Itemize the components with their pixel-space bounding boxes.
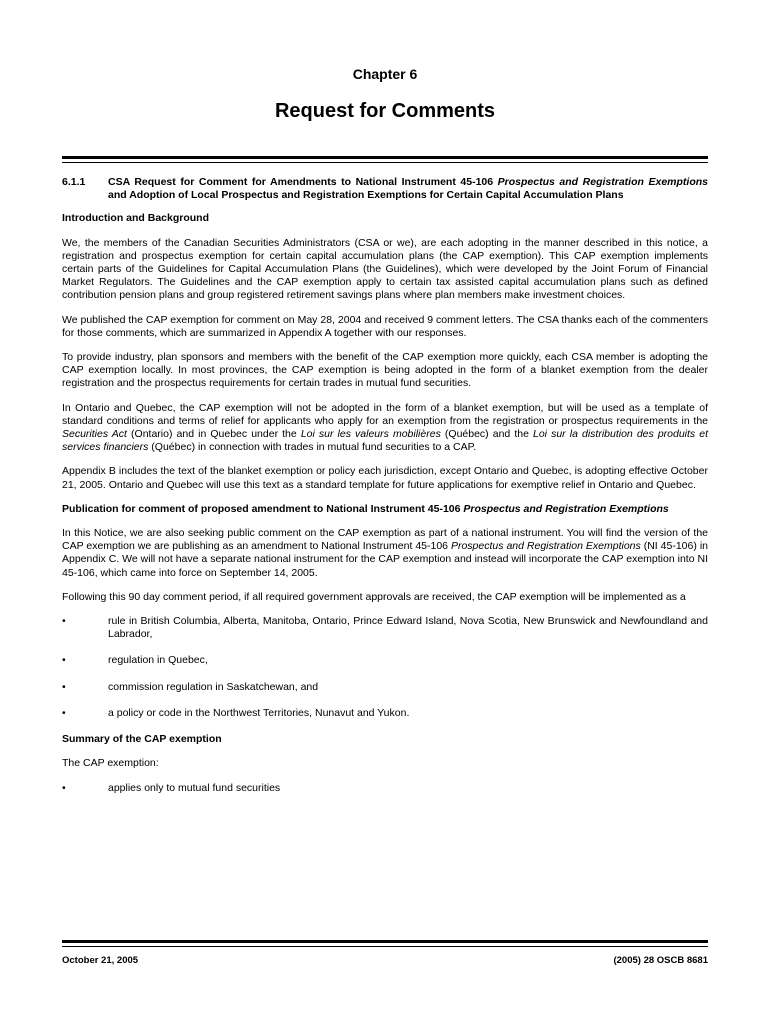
page-footer bbox=[62, 955, 708, 966]
section-title bbox=[108, 176, 708, 202]
publication-paragraph-1 bbox=[62, 527, 708, 580]
list-item bbox=[62, 681, 708, 694]
page-title: Request for Comments bbox=[274, 100, 496, 122]
intro-paragraph-5: Appendix B includes the text of the blanket exemption or policy each jurisdiction, except Ontario and Quebec, is adopting effective October 21, 2005. Ontario and Quebec will use this text as a standard template for future applications for exemptive relief in Ontario and Quebec. bbox=[62, 465, 708, 491]
section-number: 6.1.1 bbox=[62, 176, 86, 188]
list-item-text: commission regulation in Saskatchewan, and bbox=[108, 680, 319, 693]
summary-list bbox=[62, 782, 708, 795]
bullet-icon: • bbox=[62, 615, 66, 628]
section-title-italic: Prospectus and Registration Exemptions bbox=[497, 176, 708, 188]
implementation-list bbox=[62, 615, 708, 720]
summary-heading: Summary of the CAP exemption bbox=[62, 733, 222, 746]
header-rule-thick bbox=[62, 156, 708, 159]
chapter-label: Chapter 6 bbox=[352, 66, 418, 82]
intro-paragraph-4 bbox=[62, 402, 708, 455]
intro-paragraph-2: We published the CAP exemption for comment on May 28, 2004 and received 9 comment letters. The CSA thanks each of the commenters for those comments, which are summarized in Appendix A together with our responses. bbox=[62, 313, 708, 339]
section-title-text: CSA Request for Comment for Amendments to National Instrument 45-106 bbox=[108, 176, 498, 188]
footer-citation: (2005) 28 OSCB 8681 bbox=[613, 955, 708, 966]
p4-text-b: (Ontario) and in Quebec under the bbox=[126, 428, 301, 441]
footer-rule-thin bbox=[62, 946, 708, 947]
bullet-icon: • bbox=[62, 781, 66, 794]
list-item-text: applies only to mutual fund securities bbox=[108, 781, 281, 794]
p4-italic-3: Loi sur la distribution des produits et services financiers bbox=[62, 428, 709, 454]
pub-p1-italic: Prospectus and Registration Exemptions bbox=[450, 540, 641, 553]
p4-text-d: (Québec) in connection with trades in mutual fund securities to a CAP. bbox=[148, 441, 477, 454]
summary-paragraph-1: The CAP exemption: bbox=[62, 757, 159, 770]
publication-heading-italic: Prospectus and Registration Exemptions bbox=[463, 502, 669, 515]
publication-paragraph-2: Following this 90 day comment period, if all required government approvals are received, the CAP exemption will be implemented as a bbox=[62, 590, 686, 603]
publication-heading bbox=[62, 503, 708, 516]
p4-italic-2: Loi sur les valeurs mobilières bbox=[300, 428, 441, 441]
list-item-text: regulation in Quebec, bbox=[108, 654, 208, 667]
list-item bbox=[62, 615, 708, 641]
footer-rule-thick bbox=[62, 940, 708, 943]
pub-p1-text-a: In this Notice, we are also seeking public comment on the CAP exemption as part of a national instrument. You will find the version of the CAP exemption we are publishing as an amendment to National Instrument 45-106 bbox=[62, 527, 708, 553]
bullet-icon: • bbox=[62, 706, 66, 719]
p4-text-a: In Ontario and Quebec, the CAP exemption will not be adopted in the form of a blanket exemption, but will be used as a template of standard conditions and terms of relief for applicants who apply for an exemption from the registration or prospectus requirements in the bbox=[62, 401, 708, 427]
list-item bbox=[62, 782, 708, 795]
bullet-icon: • bbox=[62, 654, 66, 667]
footer-date: October 21, 2005 bbox=[62, 955, 139, 966]
pub-p1-text-b: (NI 45-106) in Appendix C. We will not have a separate national instrument for the CAP exemption and instead will incorporate the CAP exemption into NI 45-106, which came into force on September 14, 2005. bbox=[62, 540, 708, 579]
section-heading bbox=[62, 176, 708, 202]
list-item bbox=[62, 654, 708, 667]
bullet-icon: • bbox=[62, 680, 66, 693]
document-page bbox=[62, 0, 708, 1024]
section-title-text-2: and Adoption of Local Prospectus and Registration Exemptions for Certain Capital Accumulation Plans bbox=[108, 189, 624, 202]
intro-heading: Introduction and Background bbox=[62, 212, 209, 225]
header-rule-thin bbox=[62, 162, 708, 163]
intro-paragraph-1: We, the members of the Canadian Securities Administrators (CSA or we), are each adopting in the manner described in this notice, a registration and prospectus exemption for certain capital accumulation plans (the CAP exemption). This CAP exemption implements certain parts of the Guidelines for Capital Accumulation Plans (the Guidelines), which were developed by the Joint Forum of Financial Market Regulators. The Guidelines and the CAP exemption apply to certain tax assisted capital accumulation plans such as defined contribution pension plans and group registered retirement savings plans where plan members make investment choices. bbox=[62, 236, 708, 302]
publication-heading-text: Publication for comment of proposed amendment to National Instrument 45-106 bbox=[62, 502, 464, 515]
list-item bbox=[62, 707, 708, 720]
list-item-text: a policy or code in the Northwest Territories, Nunavut and Yukon. bbox=[108, 706, 410, 719]
intro-paragraph-3: To provide industry, plan sponsors and members with the benefit of the CAP exemption more quickly, each CSA member is adopting the CAP exemption locally. In most provinces, the CAP exemption is being adopted in the form of a blanket exemption from the dealer registration and the prospectus requirements for certain trades in mutual fund securities. bbox=[62, 351, 708, 390]
document-body bbox=[62, 176, 708, 808]
p4-italic-1: Securities Act bbox=[62, 428, 127, 441]
list-item-text: rule in British Columbia, Alberta, Manitoba, Ontario, Prince Edward Island, Nova Scotia, New Brunswick and Newfoundland and Labrador, bbox=[108, 615, 708, 641]
p4-text-c: (Québec) and the bbox=[440, 428, 533, 441]
